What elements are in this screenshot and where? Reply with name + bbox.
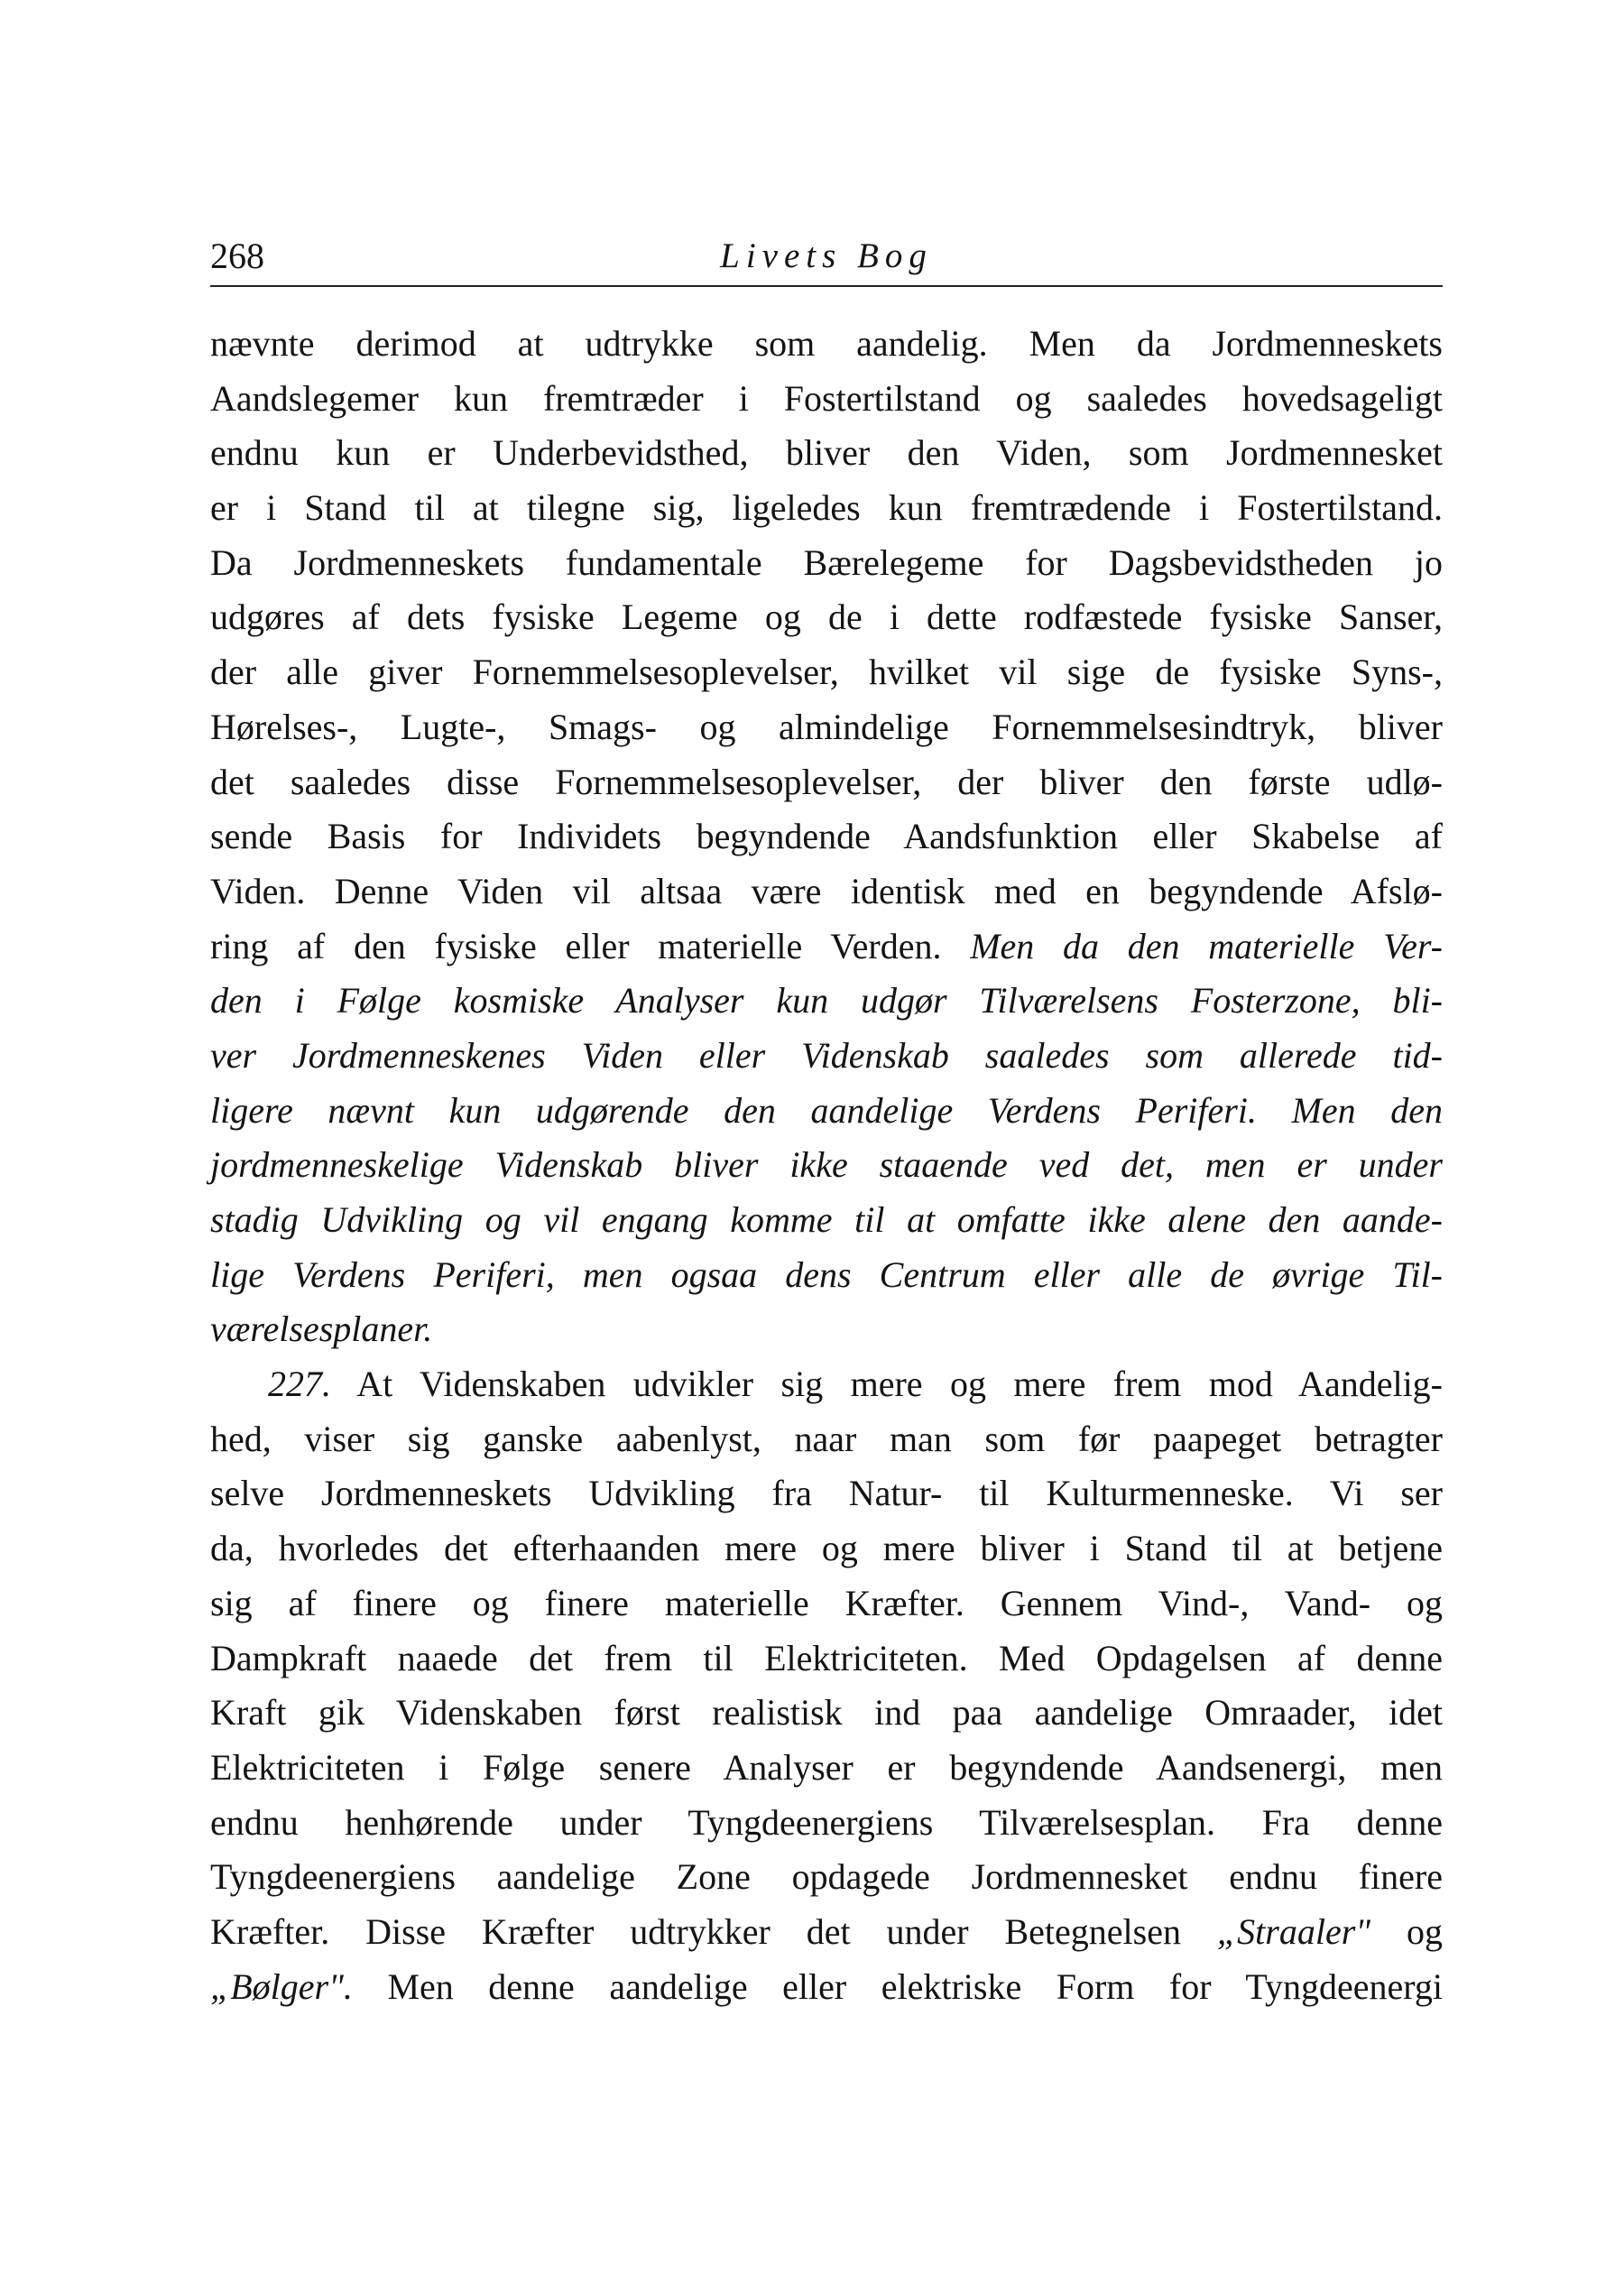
- text-line: det saaledes disse Fornemmelsesoplevelser, der bliver den første udlø-: [210, 761, 1443, 802]
- text-line: sende Basis for Individets begyndende Aandsfunktion eller Skabelse af: [210, 816, 1443, 857]
- text-run: ring af den fysiske eller materielle Verden.: [210, 925, 971, 966]
- text-line: Tyngdeenergiens aandelige Zone opdagede Jordmennesket endnu finere: [210, 1856, 1443, 1898]
- text-line: er i Stand til at tilegne sig, ligeledes kun fremtrædende i Fostertilstand.: [210, 487, 1443, 529]
- body-text: [210, 317, 1443, 2014]
- text-run: Men denne aandelige eller elektriske Form for Tyngdeenergi: [352, 1965, 1443, 2007]
- text-line: sig af finere og finere materielle Kræfter. Gennem Vind-, Vand- og: [210, 1582, 1443, 1623]
- text-line: nævnte derimod at udtrykke som aandelig. Men da Jordmenneskets: [210, 323, 1443, 364]
- text-line: den i Følge kosmiske Analyser kun udgør Tilværelsens Fosterzone, bli-: [210, 980, 1443, 1022]
- text-line: [210, 920, 1443, 975]
- text-line: stadig Udvikling og vil engang komme til at omfatte ikke alene den aande-: [210, 1199, 1443, 1240]
- running-title: Livets Bog: [720, 236, 933, 275]
- text-line: endnu kun er Underbevidsthed, bliver den Viden, som Jordmennesket: [210, 432, 1443, 474]
- text-line: udgøres af dets fysiske Legeme og de i dette rodfæstede fysiske Sanser,: [210, 596, 1443, 638]
- text-line: Da Jordmenneskets fundamentale Bærelegeme for Dagsbevidstheden jo: [210, 541, 1443, 583]
- text-line: ver Jordmenneskenes Viden eller Videnskab saaledes som allerede tid-: [210, 1034, 1443, 1076]
- page-header: [210, 231, 1443, 287]
- text-line: der alle giver Fornemmelsesoplevelser, hvilket vil sige de fysiske Syns-,: [210, 652, 1443, 693]
- section-number: 227.: [268, 1364, 331, 1405]
- text-line: Viden. Denne Viden vil altsaa være identisk med en begyndende Afslø-: [210, 870, 1443, 911]
- italic-run: „Straaler": [1216, 1910, 1371, 1952]
- text-run: At Videnskaben udvikler sig mere og mere frem mod Aandelig-: [331, 1364, 1443, 1405]
- text-line: hed, viser sig ganske aabenlyst, naar man som før paapeget betragter: [210, 1418, 1443, 1459]
- text-line: Dampkraft naaede det frem til Elektriciteten. Med Opdagelsen af denne: [210, 1637, 1443, 1678]
- text-line: værelsesplaner.: [210, 1308, 433, 1350]
- text-line: [210, 1960, 1443, 2015]
- page-number: 268: [210, 236, 264, 276]
- text-line: Hørelses-, Lugte-, Smags- og almindelige Fornemmelsesindtryk, bliver: [210, 706, 1443, 747]
- text-line: ligere nævnt kun udgørende den aandelige Verdens Periferi. Men den: [210, 1089, 1443, 1131]
- text-line: Kraft gik Videnskaben først realistisk ind paa aandelige Omraader, idet: [210, 1692, 1443, 1734]
- text-line: Elektriciteten i Følge senere Analyser er begyndende Aandsenergi, men: [210, 1746, 1443, 1788]
- text-line: lige Verdens Periferi, men ogsaa dens Centrum eller alle de øvrige Til-: [210, 1253, 1443, 1295]
- text-line: [210, 1905, 1443, 1960]
- text-line: endnu henhørende under Tyngdeenergiens Tilværelsesplan. Fra denne: [210, 1801, 1443, 1843]
- text-line: Aandslegemer kun fremtræder i Fostertilstand og saaledes hovedsageligt: [210, 377, 1443, 419]
- text-line: jordmenneskelige Videnskab bliver ikke staaende ved det, men er under: [210, 1144, 1443, 1186]
- text-line: selve Jordmenneskets Udvikling fra Natur- til Kulturmenneske. Vi ser: [210, 1473, 1443, 1514]
- text-run: Kræfter. Disse Kræfter udtrykker det under Betegnelsen: [210, 1910, 1217, 1952]
- text-line: da, hvorledes det efterhaanden mere og mere bliver i Stand til at betjene: [210, 1528, 1443, 1569]
- italic-run: „Bølger".: [210, 1965, 353, 2007]
- italic-run: Men da den materielle Ver-: [970, 925, 1443, 966]
- text-run: og: [1370, 1910, 1444, 1952]
- paragraph-start-line: [210, 1357, 1443, 1412]
